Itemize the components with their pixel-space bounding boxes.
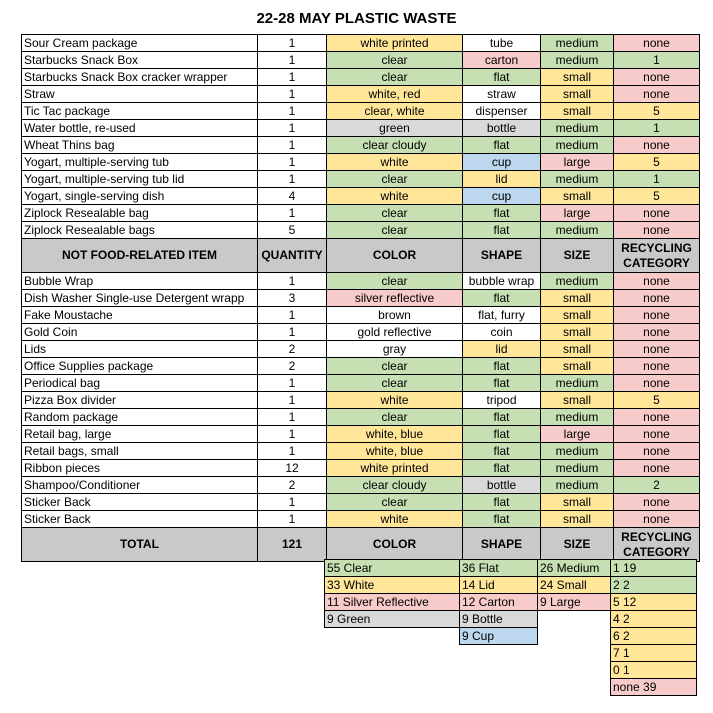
color-cell: gray bbox=[327, 341, 463, 358]
size-cell: small bbox=[541, 511, 614, 528]
summary-row bbox=[325, 577, 460, 594]
shape-cell: bubble wrap bbox=[463, 273, 541, 290]
shape-cell: carton bbox=[463, 52, 541, 69]
quantity-cell: 1 bbox=[258, 35, 327, 52]
item-cell: Straw bbox=[22, 86, 258, 103]
shape-cell: flat bbox=[463, 409, 541, 426]
table-row bbox=[22, 154, 700, 171]
color-cell: gold reflective bbox=[327, 324, 463, 341]
shape-cell: flat bbox=[463, 222, 541, 239]
recycle-cell: 5 bbox=[614, 154, 700, 171]
shape-cell: flat bbox=[463, 290, 541, 307]
color-cell: green bbox=[327, 120, 463, 137]
size-cell: medium bbox=[541, 171, 614, 188]
shape-cell: tube bbox=[463, 35, 541, 52]
size-cell: small bbox=[541, 324, 614, 341]
size-cell: medium bbox=[541, 460, 614, 477]
table-row bbox=[22, 120, 700, 137]
quantity-cell: 1 bbox=[258, 392, 327, 409]
total-row-qty: 121 bbox=[258, 528, 327, 562]
table-row bbox=[22, 511, 700, 528]
summary-size bbox=[537, 559, 611, 611]
item-cell: Sticker Back bbox=[22, 494, 258, 511]
summary-row bbox=[460, 577, 538, 594]
recycle-cell: none bbox=[614, 205, 700, 222]
shape-cell: tripod bbox=[463, 392, 541, 409]
size-cell: small bbox=[541, 392, 614, 409]
summary-row bbox=[611, 662, 697, 679]
table-row bbox=[22, 86, 700, 103]
shape-cell: flat, furry bbox=[463, 307, 541, 324]
color-cell: white, blue bbox=[327, 443, 463, 460]
size-cell: small bbox=[541, 188, 614, 205]
table-row bbox=[22, 205, 700, 222]
shape-cell: coin bbox=[463, 324, 541, 341]
quantity-cell: 1 bbox=[258, 443, 327, 460]
summary-size-cell: 9 Large bbox=[538, 594, 611, 611]
size-cell: small bbox=[541, 494, 614, 511]
item-cell: Ziplock Resealable bags bbox=[22, 222, 258, 239]
summary-recycle-cell: none 39 bbox=[611, 679, 697, 696]
table-row bbox=[22, 188, 700, 205]
total-row-recycle: RECYCLING CATEGORY bbox=[614, 528, 700, 562]
table-row bbox=[22, 290, 700, 307]
quantity-cell: 1 bbox=[258, 103, 327, 120]
header-row-recycle: RECYCLING CATEGORY bbox=[614, 239, 700, 273]
quantity-cell: 1 bbox=[258, 409, 327, 426]
total-row-color: COLOR bbox=[327, 528, 463, 562]
total-row-size: SIZE bbox=[541, 528, 614, 562]
shape-cell: cup bbox=[463, 154, 541, 171]
size-cell: large bbox=[541, 154, 614, 171]
color-cell: clear cloudy bbox=[327, 137, 463, 154]
item-cell: Office Supplies package bbox=[22, 358, 258, 375]
table-row bbox=[22, 307, 700, 324]
summary-shape-cell: 12 Carton bbox=[460, 594, 538, 611]
size-cell: medium bbox=[541, 137, 614, 154]
recycle-cell: 1 bbox=[614, 52, 700, 69]
recycle-cell: none bbox=[614, 511, 700, 528]
quantity-cell: 1 bbox=[258, 205, 327, 222]
summary-row bbox=[325, 594, 460, 611]
item-cell: Sticker Back bbox=[22, 511, 258, 528]
table-row bbox=[22, 341, 700, 358]
recycle-cell: none bbox=[614, 222, 700, 239]
header-row-qty: QUANTITY bbox=[258, 239, 327, 273]
shape-cell: lid bbox=[463, 171, 541, 188]
color-cell: white bbox=[327, 511, 463, 528]
summary-size-cell: 26 Medium bbox=[538, 560, 611, 577]
recycle-cell: none bbox=[614, 69, 700, 86]
color-cell: clear bbox=[327, 69, 463, 86]
color-cell: clear bbox=[327, 171, 463, 188]
color-cell: white printed bbox=[327, 460, 463, 477]
quantity-cell: 2 bbox=[258, 477, 327, 494]
color-cell: white printed bbox=[327, 35, 463, 52]
recycle-cell: none bbox=[614, 324, 700, 341]
summary-row bbox=[611, 560, 697, 577]
item-cell: Starbucks Snack Box cracker wrapper bbox=[22, 69, 258, 86]
item-cell: Yogart, multiple-serving tub bbox=[22, 154, 258, 171]
summary-row bbox=[325, 611, 460, 628]
summary-row bbox=[538, 577, 611, 594]
quantity-cell: 4 bbox=[258, 188, 327, 205]
size-cell: medium bbox=[541, 222, 614, 239]
size-cell: small bbox=[541, 307, 614, 324]
item-cell: Periodical bag bbox=[22, 375, 258, 392]
color-cell: clear bbox=[327, 358, 463, 375]
item-cell: Wheat Thins bag bbox=[22, 137, 258, 154]
size-cell: medium bbox=[541, 375, 614, 392]
color-cell: clear bbox=[327, 222, 463, 239]
table-row bbox=[22, 35, 700, 52]
table-row bbox=[22, 392, 700, 409]
item-cell: Bubble Wrap bbox=[22, 273, 258, 290]
item-cell: Ribbon pieces bbox=[22, 460, 258, 477]
shape-cell: bottle bbox=[463, 477, 541, 494]
shape-cell: cup bbox=[463, 188, 541, 205]
table-row bbox=[22, 222, 700, 239]
summary-recycle-cell: 0 1 bbox=[611, 662, 697, 679]
summary-row bbox=[325, 560, 460, 577]
summary-color-cell: 33 White bbox=[325, 577, 460, 594]
summary-row bbox=[460, 560, 538, 577]
header-row-size: SIZE bbox=[541, 239, 614, 273]
quantity-cell: 1 bbox=[258, 375, 327, 392]
waste-table bbox=[21, 34, 700, 562]
recycle-cell: none bbox=[614, 375, 700, 392]
summary-color-cell: 11 Silver Reflective bbox=[325, 594, 460, 611]
shape-cell: dispenser bbox=[463, 103, 541, 120]
summary-size-cell: 24 Small bbox=[538, 577, 611, 594]
summary-recycle-cell: 5 12 bbox=[611, 594, 697, 611]
summary-row bbox=[611, 628, 697, 645]
table-row bbox=[22, 426, 700, 443]
item-cell: Water bottle, re-used bbox=[22, 120, 258, 137]
color-cell: white, blue bbox=[327, 426, 463, 443]
shape-cell: flat bbox=[463, 511, 541, 528]
color-cell: clear, white bbox=[327, 103, 463, 120]
recycle-cell: none bbox=[614, 290, 700, 307]
recycle-cell: none bbox=[614, 137, 700, 154]
shape-cell: flat bbox=[463, 358, 541, 375]
quantity-cell: 1 bbox=[258, 494, 327, 511]
item-cell: Tic Tac package bbox=[22, 103, 258, 120]
summary-row bbox=[460, 594, 538, 611]
table-row bbox=[22, 375, 700, 392]
summary-color-cell: 55 Clear bbox=[325, 560, 460, 577]
color-cell: silver reflective bbox=[327, 290, 463, 307]
shape-cell: bottle bbox=[463, 120, 541, 137]
color-cell: white bbox=[327, 188, 463, 205]
color-cell: brown bbox=[327, 307, 463, 324]
table-row bbox=[22, 477, 700, 494]
recycle-cell: none bbox=[614, 460, 700, 477]
item-cell: Yogart, single-serving dish bbox=[22, 188, 258, 205]
table-row bbox=[22, 494, 700, 511]
recycle-cell: none bbox=[614, 273, 700, 290]
quantity-cell: 1 bbox=[258, 426, 327, 443]
recycle-cell: none bbox=[614, 358, 700, 375]
size-cell: medium bbox=[541, 273, 614, 290]
shape-cell: flat bbox=[463, 375, 541, 392]
table-row bbox=[22, 460, 700, 477]
summary-color-cell: 9 Green bbox=[325, 611, 460, 628]
color-cell: white, red bbox=[327, 86, 463, 103]
shape-cell: flat bbox=[463, 443, 541, 460]
item-cell: Random package bbox=[22, 409, 258, 426]
size-cell: medium bbox=[541, 477, 614, 494]
table-row bbox=[22, 358, 700, 375]
color-cell: white bbox=[327, 154, 463, 171]
item-cell: Starbucks Snack Box bbox=[22, 52, 258, 69]
quantity-cell: 1 bbox=[258, 154, 327, 171]
total-row-item: TOTAL bbox=[22, 528, 258, 562]
summary-row bbox=[460, 628, 538, 645]
summary-recycle-cell: 6 2 bbox=[611, 628, 697, 645]
table-row bbox=[22, 69, 700, 86]
recycle-cell: none bbox=[614, 35, 700, 52]
size-cell: medium bbox=[541, 52, 614, 69]
recycle-cell: 5 bbox=[614, 103, 700, 120]
table-row bbox=[22, 443, 700, 460]
summary-row bbox=[611, 611, 697, 628]
quantity-cell: 1 bbox=[258, 120, 327, 137]
size-cell: medium bbox=[541, 443, 614, 460]
size-cell: large bbox=[541, 426, 614, 443]
total-row bbox=[22, 528, 700, 562]
summary-row bbox=[611, 679, 697, 696]
recycle-cell: none bbox=[614, 307, 700, 324]
summary-shape-cell: 9 Bottle bbox=[460, 611, 538, 628]
header-row-item: NOT FOOD-RELATED ITEM bbox=[22, 239, 258, 273]
shape-cell: lid bbox=[463, 341, 541, 358]
summary-row bbox=[538, 560, 611, 577]
quantity-cell: 1 bbox=[258, 171, 327, 188]
header-row-shape: SHAPE bbox=[463, 239, 541, 273]
item-cell: Pizza Box divider bbox=[22, 392, 258, 409]
recycle-cell: none bbox=[614, 494, 700, 511]
item-cell: Retail bags, small bbox=[22, 443, 258, 460]
color-cell: white bbox=[327, 392, 463, 409]
shape-cell: flat bbox=[463, 205, 541, 222]
recycle-cell: 1 bbox=[614, 120, 700, 137]
recycle-cell: none bbox=[614, 409, 700, 426]
quantity-cell: 12 bbox=[258, 460, 327, 477]
shape-cell: flat bbox=[463, 69, 541, 86]
summary-color bbox=[324, 559, 460, 628]
summary-shape bbox=[459, 559, 538, 645]
summary-row bbox=[611, 645, 697, 662]
recycle-cell: none bbox=[614, 426, 700, 443]
quantity-cell: 1 bbox=[258, 52, 327, 69]
quantity-cell: 1 bbox=[258, 324, 327, 341]
size-cell: large bbox=[541, 205, 614, 222]
item-cell: Shampoo/Conditioner bbox=[22, 477, 258, 494]
color-cell: clear bbox=[327, 409, 463, 426]
item-cell: Ziplock Resealable bag bbox=[22, 205, 258, 222]
size-cell: small bbox=[541, 86, 614, 103]
header-row-color: COLOR bbox=[327, 239, 463, 273]
item-cell: Lids bbox=[22, 341, 258, 358]
quantity-cell: 3 bbox=[258, 290, 327, 307]
summary-recycle-cell: 7 1 bbox=[611, 645, 697, 662]
table-row bbox=[22, 103, 700, 120]
quantity-cell: 1 bbox=[258, 307, 327, 324]
color-cell: clear bbox=[327, 494, 463, 511]
color-cell: clear bbox=[327, 375, 463, 392]
recycle-cell: 5 bbox=[614, 188, 700, 205]
color-cell: clear bbox=[327, 273, 463, 290]
summary-row bbox=[611, 594, 697, 611]
header-row bbox=[22, 239, 700, 273]
size-cell: small bbox=[541, 358, 614, 375]
quantity-cell: 2 bbox=[258, 358, 327, 375]
table-row bbox=[22, 52, 700, 69]
table-row bbox=[22, 137, 700, 154]
item-cell: Dish Washer Single-use Detergent wrapp bbox=[22, 290, 258, 307]
recycle-cell: none bbox=[614, 86, 700, 103]
quantity-cell: 1 bbox=[258, 137, 327, 154]
shape-cell: flat bbox=[463, 426, 541, 443]
table-row bbox=[22, 324, 700, 341]
summary-recycle-cell: 4 2 bbox=[611, 611, 697, 628]
size-cell: small bbox=[541, 290, 614, 307]
summary-shape-cell: 9 Cup bbox=[460, 628, 538, 645]
table-row bbox=[22, 409, 700, 426]
item-cell: Fake Moustache bbox=[22, 307, 258, 324]
summary-shape-cell: 14 Lid bbox=[460, 577, 538, 594]
shape-cell: flat bbox=[463, 460, 541, 477]
size-cell: medium bbox=[541, 35, 614, 52]
item-cell: Yogart, multiple-serving tub lid bbox=[22, 171, 258, 188]
summary-recycle-cell: 2 2 bbox=[611, 577, 697, 594]
summary-shape-cell: 36 Flat bbox=[460, 560, 538, 577]
quantity-cell: 1 bbox=[258, 69, 327, 86]
recycle-cell: 2 bbox=[614, 477, 700, 494]
color-cell: clear bbox=[327, 52, 463, 69]
color-cell: clear cloudy bbox=[327, 477, 463, 494]
item-cell: Sour Cream package bbox=[22, 35, 258, 52]
quantity-cell: 1 bbox=[258, 511, 327, 528]
size-cell: small bbox=[541, 341, 614, 358]
quantity-cell: 1 bbox=[258, 86, 327, 103]
quantity-cell: 5 bbox=[258, 222, 327, 239]
recycle-cell: none bbox=[614, 341, 700, 358]
recycle-cell: 1 bbox=[614, 171, 700, 188]
color-cell: clear bbox=[327, 205, 463, 222]
size-cell: small bbox=[541, 103, 614, 120]
summary-recycle-cell: 1 19 bbox=[611, 560, 697, 577]
size-cell: medium bbox=[541, 409, 614, 426]
size-cell: medium bbox=[541, 120, 614, 137]
total-row-shape: SHAPE bbox=[463, 528, 541, 562]
summary-recycle bbox=[610, 559, 697, 696]
quantity-cell: 1 bbox=[258, 273, 327, 290]
shape-cell: flat bbox=[463, 494, 541, 511]
recycle-cell: 5 bbox=[614, 392, 700, 409]
summary-row bbox=[611, 577, 697, 594]
quantity-cell: 2 bbox=[258, 341, 327, 358]
item-cell: Retail bag, large bbox=[22, 426, 258, 443]
table-row bbox=[22, 273, 700, 290]
shape-cell: straw bbox=[463, 86, 541, 103]
summary-row bbox=[460, 611, 538, 628]
size-cell: small bbox=[541, 69, 614, 86]
table-row bbox=[22, 171, 700, 188]
page-title: 22-28 MAY PLASTIC WASTE bbox=[256, 10, 457, 27]
summary-row bbox=[538, 594, 611, 611]
shape-cell: flat bbox=[463, 137, 541, 154]
item-cell: Gold Coin bbox=[22, 324, 258, 341]
recycle-cell: none bbox=[614, 443, 700, 460]
